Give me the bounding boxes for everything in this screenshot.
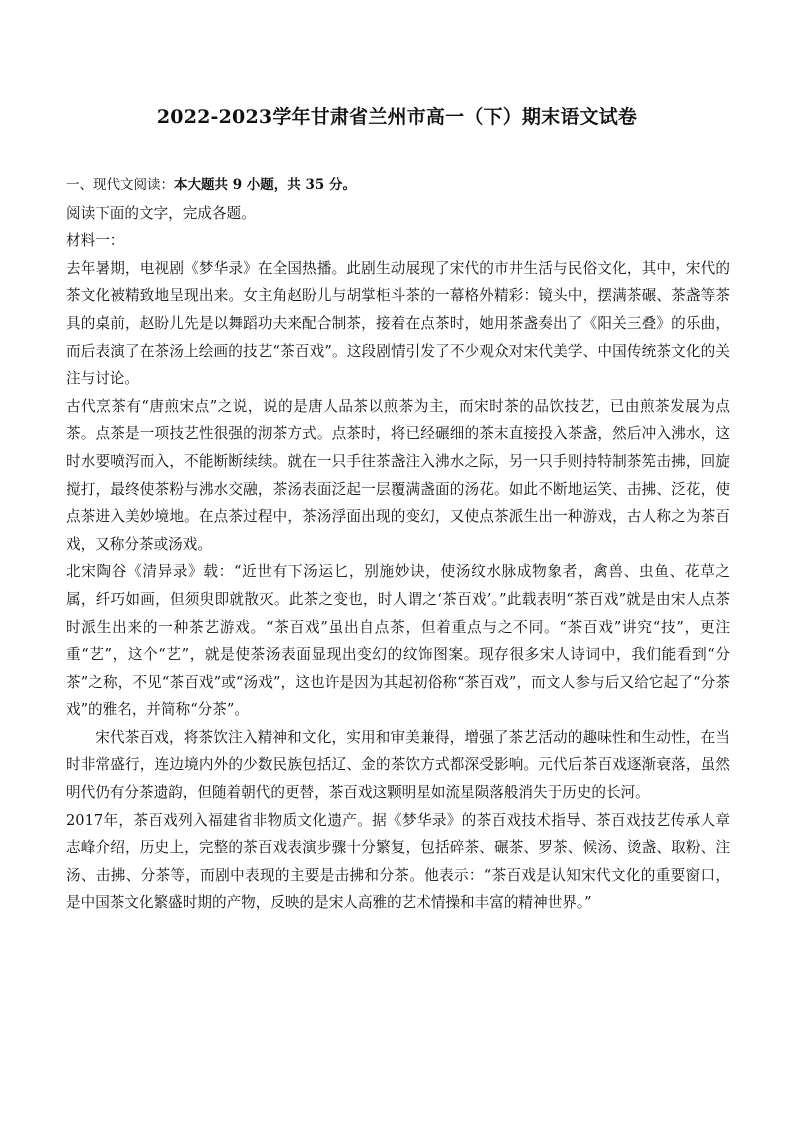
paragraph-3: 北宋陶谷《清异录》载：“近世有下汤运匕，别施妙诀，使汤纹水脉成物象者，禽兽、虫鱼、花草之属，纤巧如画，但须臾即就散灭。此茶之变也，时人谓之‘茶百戏’。”此载表明“茶百戏”就是由宋人点茶时派生出来的一种茶艺游戏。“茶百戏”虽出自点茶，但着重点与之不同。“茶百戏”讲究“技”，更注重“艺”，这个“艺”，就是使茶汤表面显现出变幻的纹饰图案。现存很多宋人诗词中，我们能看到“分茶”之称，不见“茶百戏”或“汤戏”，这也许是因为其起初俗称“茶百戏”，而文人参与后又给它起了“分茶戏”的雅名，并简称“分茶”。 bbox=[66, 563, 730, 719]
instruction-text: 阅读下面的文字，完成各题。 bbox=[66, 204, 256, 222]
paragraph-2: 古代烹茶有“唐煎宋点”之说，说的是唐人品茶以煎茶为主，而宋时茶的品饮技艺，已由煎茶发展为点茶。点茶是一项技艺性很强的沏茶方式。点茶时，将已经碾细的茶末直接投入茶盏，然后冲入沸水，这时水要喷泻而入，不能断断续续。就在一只手往茶盏注入沸水之际，另一只手则持特制茶筅击拂，回旋搅打，最终使茶粉与沸水交融，茶汤表面泛起一层覆满盏面的汤花。如此不断地运笑、击拂、泛花，使点茶进入美妙境地。在点茶过程中，茶汤浮面出现的变幻，又使点茶派生出一种游戏，古人称之为茶百戏，又称分茶或汤戏。 bbox=[66, 397, 730, 553]
paragraph-1: 去年暑期，电视剧《梦华录》在全国热播。此剧生动展现了宋代的市井生活与民俗文化，其中，宋代的茶文化被精致地呈现出来。女主角赵盼儿与胡掌柜斗茶的一幕格外精彩：镜头中，摆满茶碾、茶盏等茶具的桌前，赵盼儿先是以舞蹈功夫来配合制茶，接着在点茶时，她用茶盏奏出了《阳关三叠》的乐曲，而后表演了在茶汤上绘画的技艺“茶百戏”。这段剧情引发了不少观众对宋代美学、中国传统茶文化的关注与讨论。 bbox=[66, 259, 730, 388]
paragraph-4: 宋代茶百戏，将茶饮注入精神和文化，实用和审美兼得，增强了茶艺活动的趣味性和生动性，在当时非常盛行，连边境内外的少数民族包括辽、金的茶饮方式都深受影响。元代后茶百戏逐渐衰落，虽然明代仍有分茶遗韵，但随着朝代的更替，茶百戏这颗明星如流星陨落般消失于历史的长河。 bbox=[66, 728, 730, 802]
material-label: 材料一： bbox=[66, 232, 125, 250]
exam-title: 2022-2023学年甘肃省兰州市高一（下）期末语文试卷 bbox=[156, 106, 638, 128]
section-label: 一、现代文阅读： bbox=[66, 177, 174, 193]
reading-section bbox=[66, 172, 730, 917]
section-heading bbox=[66, 172, 730, 200]
section-detail: 本大题共 9 小题，共 35 分。 bbox=[174, 177, 356, 193]
paragraph-5: 2017年，茶百戏列入福建省非物质文化遗产。据《梦华录》的茶百戏技术指导、茶百戏技艺传承人章志峰介绍，历史上，完整的茶百戏表演步骤十分繁复，包括碎茶、碾茶、罗茶、候汤、烫盏、取粉、注汤、击拂、分茶等，而剧中表现的主要是击拂和分茶。他表示：“茶百戏是认知宋代文化的重要窗口，是中国茶文化繁盛时期的产物，反映的是宋人高雅的艺术情操和丰富的精神世界。” bbox=[66, 811, 730, 912]
